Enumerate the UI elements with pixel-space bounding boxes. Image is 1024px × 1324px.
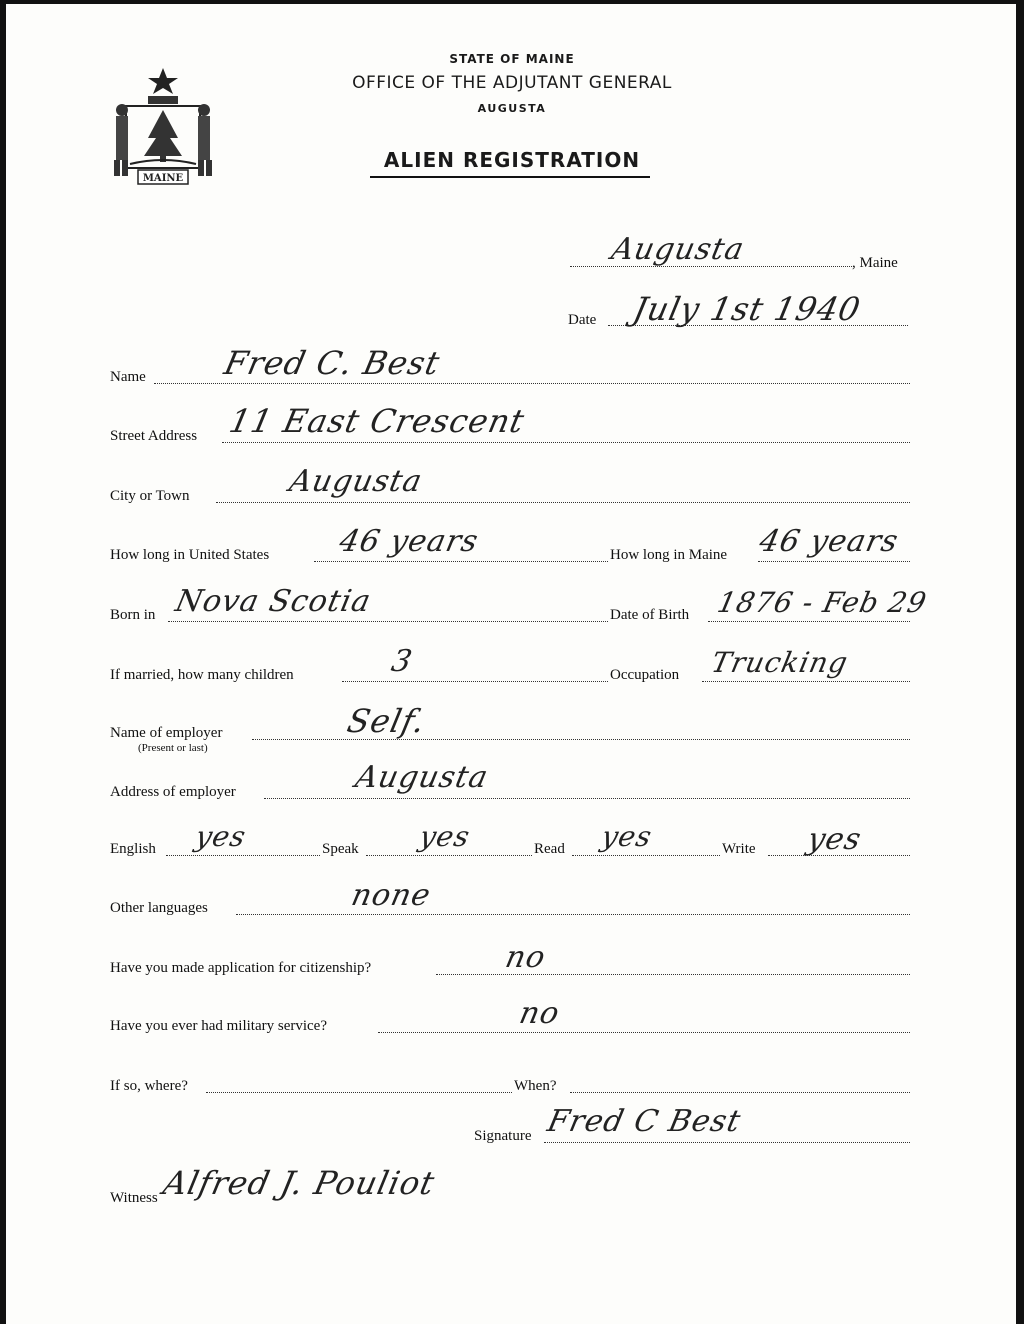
scan-edge-right	[1016, 0, 1024, 1324]
dob-line	[708, 621, 910, 622]
date-value: July 1st 1940	[629, 290, 865, 328]
employer-address-label: Address of employer	[110, 784, 236, 800]
maine-line	[758, 561, 910, 562]
witness-label: Witness	[110, 1190, 158, 1206]
when-line	[570, 1092, 910, 1093]
employer-address-line	[264, 798, 910, 799]
children-label: If married, how many children	[110, 667, 294, 683]
header-city: AUGUSTA	[477, 102, 547, 115]
where-line	[206, 1092, 512, 1093]
name-line	[154, 383, 910, 384]
city-line	[216, 502, 910, 503]
citizenship-label: Have you made application for citizenship?	[110, 960, 372, 976]
dob-label: Date of Birth	[610, 607, 690, 623]
other-languages-label: Other languages	[110, 900, 208, 916]
title-underline	[370, 176, 650, 178]
speak-label: Speak	[322, 841, 359, 857]
street-value: 11 East Crescent	[225, 402, 529, 440]
us-value: 46 years	[336, 524, 482, 559]
scan-edge-top	[0, 0, 1024, 4]
signature-value: Fred C Best	[544, 1104, 745, 1139]
signature-label: Signature	[474, 1128, 532, 1144]
town-suffix: , Maine	[852, 255, 898, 271]
date-label: Date	[568, 312, 597, 328]
occupation-value: Trucking	[708, 646, 852, 679]
write-label: Write	[722, 841, 756, 857]
header-office: OFFICE OF THE ADJUTANT GENERAL	[352, 73, 672, 93]
city-value: Augusta	[286, 464, 426, 499]
maine-label: How long in Maine	[610, 547, 728, 563]
where-label: If so, where?	[110, 1078, 188, 1094]
us-line	[314, 561, 608, 562]
born-label: Born in	[110, 607, 156, 623]
employer-sublabel: (Present or last)	[138, 742, 208, 754]
born-line	[168, 621, 608, 622]
street-label: Street Address	[110, 428, 198, 444]
read-line	[572, 855, 720, 856]
scan-edge-left	[0, 0, 6, 1324]
other-languages-value: none	[348, 878, 435, 913]
write-value: yes	[804, 822, 865, 857]
military-line	[378, 1032, 910, 1033]
citizenship-value: no	[502, 940, 550, 975]
born-value: Nova Scotia	[172, 584, 375, 619]
town-value: Augusta	[608, 232, 748, 267]
employer-value: Self.	[343, 702, 430, 740]
form-title: ALIEN REGISTRATION	[383, 148, 641, 172]
maine-value: 46 years	[756, 524, 902, 559]
other-languages-line	[236, 914, 910, 915]
svg-text:MAINE: MAINE	[142, 173, 184, 184]
when-label: When?	[514, 1078, 557, 1094]
occupation-line	[702, 681, 910, 682]
occupation-label: Occupation	[610, 667, 680, 683]
military-value: no	[516, 996, 564, 1031]
street-line	[222, 442, 910, 443]
read-label: Read	[534, 841, 565, 857]
employer-address-value: Augusta	[352, 760, 492, 795]
read-value: yes	[598, 820, 656, 853]
speak-value: yes	[416, 820, 474, 853]
employer-label: Name of employer	[110, 725, 223, 741]
children-line	[342, 681, 608, 682]
speak-line	[366, 855, 532, 856]
children-value: 3	[388, 644, 416, 679]
dob-value: 1876 - Feb 29	[714, 586, 930, 619]
signature-line	[544, 1142, 910, 1143]
english-value: yes	[192, 820, 250, 853]
header-state: STATE OF MAINE	[449, 52, 575, 66]
name-label: Name	[110, 369, 146, 385]
witness-value: Alfred J. Pouliot	[159, 1164, 439, 1202]
english-label: English	[110, 841, 156, 857]
english-line	[166, 855, 320, 856]
us-label: How long in United States	[110, 547, 270, 563]
name-value: Fred C. Best	[220, 344, 444, 382]
military-label: Have you ever had military service?	[110, 1018, 327, 1034]
city-label: City or Town	[110, 488, 190, 504]
